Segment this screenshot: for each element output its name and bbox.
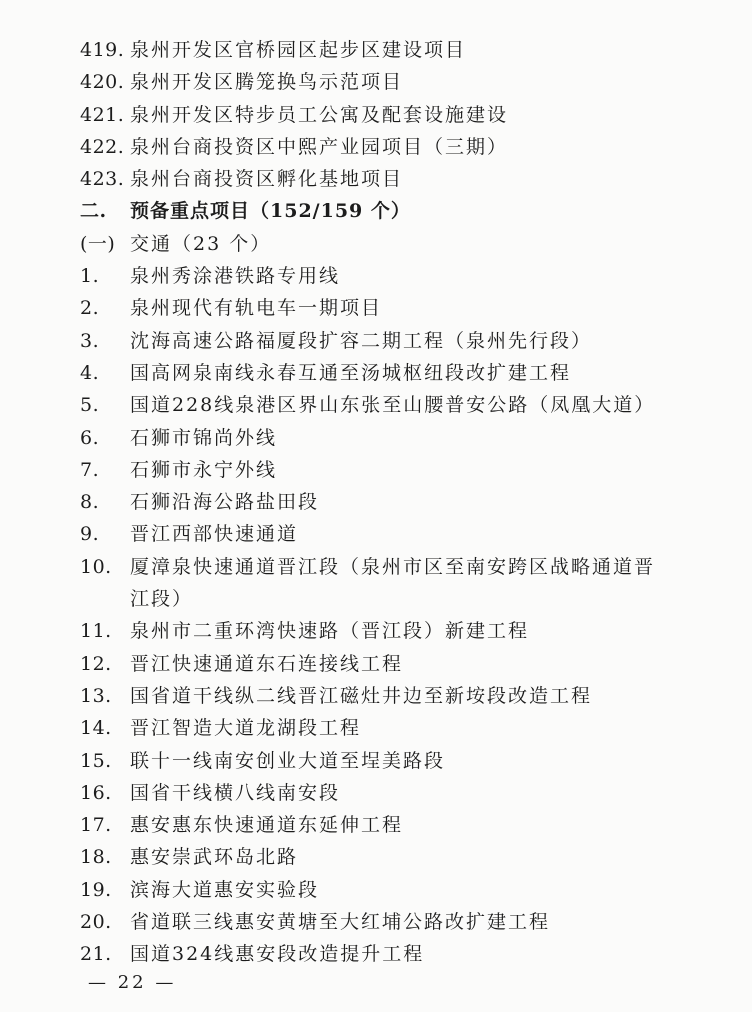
item-text: 泉州台商投资区孵化基地项目 (130, 168, 404, 191)
item-number: 15. (80, 749, 112, 772)
item-number: 8. (80, 491, 100, 514)
list-item (0, 809, 752, 841)
list-item (0, 938, 752, 970)
item-text: 国省道干线纵二线晋江磁灶井边至新垵段改造工程 (130, 684, 593, 707)
list-item (0, 648, 752, 680)
list-item (0, 551, 752, 616)
list-item (0, 874, 752, 906)
list-item (0, 615, 752, 647)
item-text: 晋江西部快速通道 (130, 523, 299, 546)
item-number: 3. (80, 329, 100, 352)
item-text: 惠安惠东快速通道东延伸工程 (130, 814, 404, 837)
item-number: 17. (80, 814, 112, 837)
item-number: 12. (80, 652, 112, 675)
list-item (0, 454, 752, 486)
item-text: 国道228线泉港区界山东张至山腰普安公路（凤凰大道） (130, 394, 656, 417)
item-text: 泉州现代有轨电车一期项目 (130, 297, 383, 320)
item-number: 11. (80, 620, 112, 643)
item-text: 厦漳泉快速通道晋江段（泉州市区至南安跨区战略通道晋江段） (130, 555, 656, 611)
list-item (0, 66, 752, 98)
item-number: 2. (80, 297, 100, 320)
page-number: — 22 — (88, 972, 177, 993)
list-item (0, 486, 752, 518)
item-number: 16. (80, 781, 112, 804)
item-number: 13. (80, 684, 112, 707)
item-number: 6. (80, 426, 100, 449)
section-number: 二. (80, 200, 107, 223)
list-item (0, 518, 752, 550)
item-text: 石狮市永宁外线 (130, 458, 278, 481)
list-item (0, 389, 752, 421)
item-text: 国省干线横八线南安段 (130, 781, 341, 804)
list-item (0, 680, 752, 712)
item-number: 20. (80, 911, 112, 934)
item-number: 21. (80, 943, 112, 966)
item-number: 423. (80, 168, 125, 191)
item-text: 泉州台商投资区中熙产业园项目（三期） (130, 135, 509, 158)
item-number: 422. (80, 135, 125, 158)
item-text: 省道联三线惠安黄塘至大红埔公路改扩建工程 (130, 911, 551, 934)
item-text: 石狮市锦尚外线 (130, 426, 278, 449)
subsection-number: (一) (80, 232, 116, 255)
item-number: 14. (80, 717, 112, 740)
list-item (0, 712, 752, 744)
item-text: 泉州开发区特步员工公寓及配套设施建设 (130, 103, 509, 126)
item-text: 泉州开发区官桥园区起步区建设项目 (130, 39, 467, 61)
item-text: 泉州秀涂港铁路专用线 (130, 265, 341, 288)
item-text: 滨海大道惠安实验段 (130, 878, 320, 901)
list-item (0, 292, 752, 324)
item-text: 国道324线惠安段改造提升工程 (130, 943, 425, 966)
item-number: 9. (80, 523, 100, 546)
item-number: 419. (80, 39, 125, 61)
list-item (0, 131, 752, 163)
subsection-heading (0, 228, 752, 260)
section-heading (0, 195, 752, 227)
list-item (0, 99, 752, 131)
list-item (0, 745, 752, 777)
item-text: 国高网泉南线永春互通至汤城枢纽段改扩建工程 (130, 361, 572, 384)
item-number: 421. (80, 103, 125, 126)
item-number: 5. (80, 394, 100, 417)
item-number: 4. (80, 361, 100, 384)
item-text: 泉州开发区腾笼换鸟示范项目 (130, 71, 404, 94)
subsection-title: 交通（23 个） (130, 232, 272, 255)
list-item (0, 163, 752, 195)
item-number: 1. (80, 265, 100, 288)
item-number: 19. (80, 878, 112, 901)
item-number: 10. (80, 555, 112, 578)
list-item (0, 841, 752, 873)
list-item (0, 777, 752, 809)
list-item (0, 422, 752, 454)
project-list (0, 34, 752, 971)
item-number: 7. (80, 458, 100, 481)
list-item (0, 325, 752, 357)
item-number: 18. (80, 846, 112, 869)
item-text: 晋江快速通道东石连接线工程 (130, 652, 404, 675)
list-item (0, 357, 752, 389)
list-item (0, 906, 752, 938)
item-text: 石狮沿海公路盐田段 (130, 491, 320, 514)
list-item (0, 34, 752, 66)
section-title: 预备重点项目（152/159 个） (130, 200, 411, 223)
item-text: 惠安崇武环岛北路 (130, 846, 299, 869)
item-text: 晋江智造大道龙湖段工程 (130, 717, 362, 740)
item-text: 联十一线南安创业大道至埕美路段 (130, 749, 446, 772)
item-text: 泉州市二重环湾快速路（晋江段）新建工程 (130, 620, 530, 643)
list-item (0, 260, 752, 292)
item-number: 420. (80, 71, 125, 94)
item-text: 沈海高速公路福厦段扩容二期工程（泉州先行段） (130, 329, 593, 352)
